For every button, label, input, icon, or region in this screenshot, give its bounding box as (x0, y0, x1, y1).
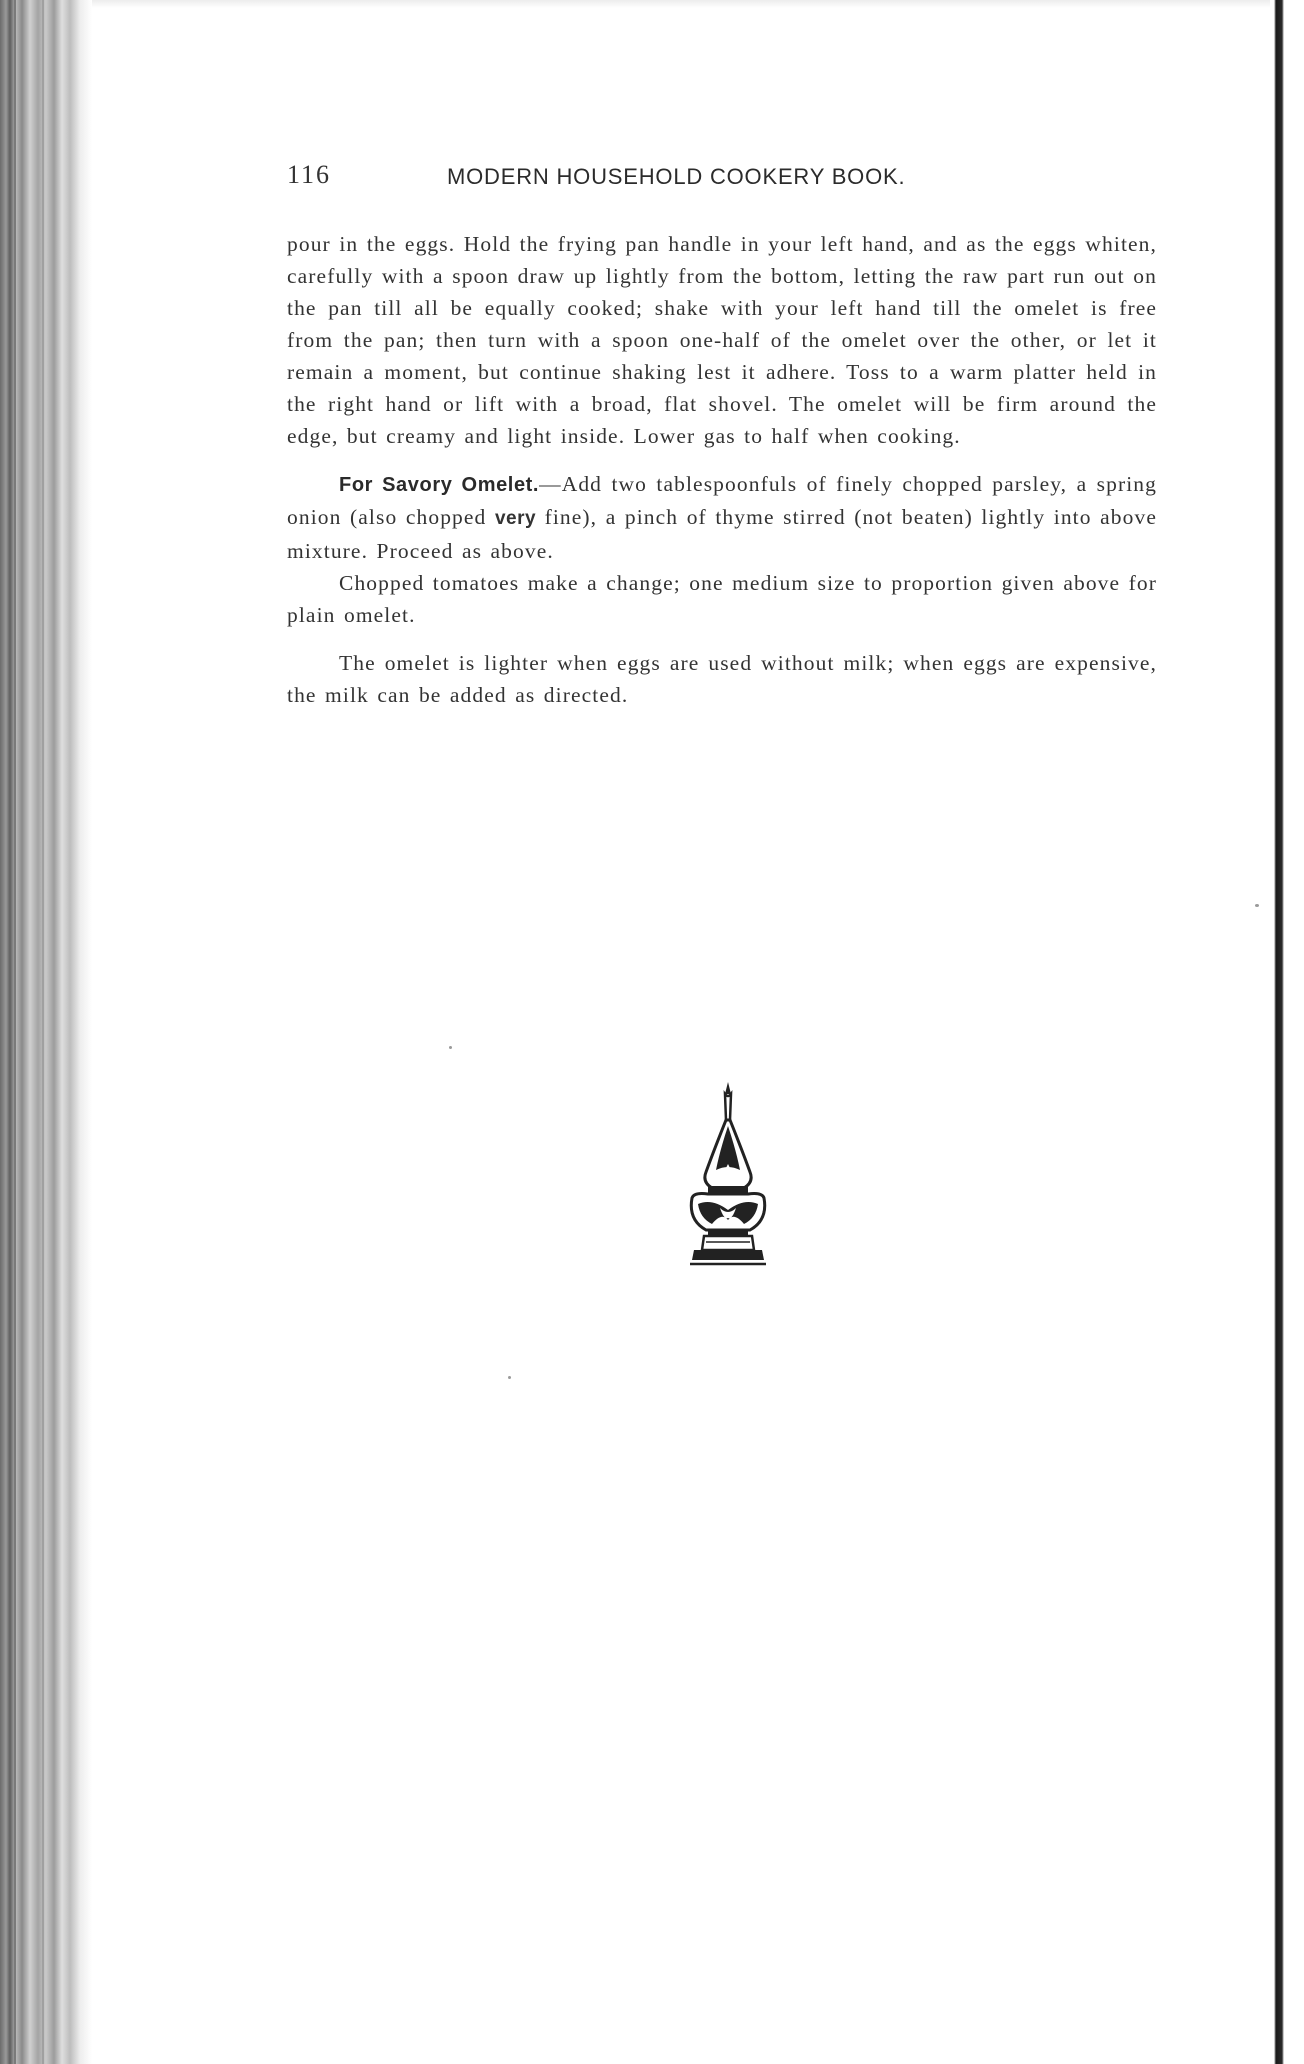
paper-speck (1255, 904, 1259, 907)
page-header (287, 160, 1157, 196)
page-top-edge (0, 0, 1304, 8)
paper-speck (449, 1046, 452, 1049)
page-number: 116 (287, 160, 332, 189)
paragraph-omelet-method: pour in the eggs. Hold the frying pan handle in your left hand, and as the eggs whiten, carefully with a spoon draw up lightly from the bottom, letting the raw part run out on the pan till all be equally cooked; shake with your left hand till the omelet is free from the pan; then turn with a spoon one-half of the omelet over the other, or let it remain a moment, but continue shaking lest it adhere. Toss to a warm platter held in the right hand or lift with a broad, flat shovel. The omelet will be firm around the edge, but creamy and light inside. Lower gas to half when cooking. (287, 232, 1157, 448)
page-body (287, 228, 1157, 711)
paragraph-milk-note: The omelet is lighter when eggs are used without milk; when eggs are expensive, the milk can be added as directed. (287, 651, 1157, 707)
savory-omelet-text-a: —Add two tablespoonfuls of finely chopped parsley, a spring onion (also chopped (287, 472, 1157, 529)
gutter-line (42, 0, 44, 2064)
paper-speck (508, 1376, 511, 1379)
paragraph-tomatoes: Chopped tomatoes make a change; one medium size to proportion given above for plain omelet. (287, 571, 1157, 627)
savory-omelet-heading: For Savory Omelet. (339, 474, 540, 496)
savory-omelet-text-b: fine), a pinch of thyme stirred (not beaten) lightly into above mixture. Proceed as above. (287, 505, 1157, 563)
emphasis-very: very (494, 508, 537, 529)
urn-finial-ornament-icon (684, 1080, 772, 1280)
paragraph-savory-omelet (287, 468, 1157, 567)
running-head: MODERN HOUSEHOLD COOKERY BOOK. (447, 164, 906, 189)
gutter-line (14, 0, 16, 2064)
page-right-edge (1270, 0, 1304, 2064)
